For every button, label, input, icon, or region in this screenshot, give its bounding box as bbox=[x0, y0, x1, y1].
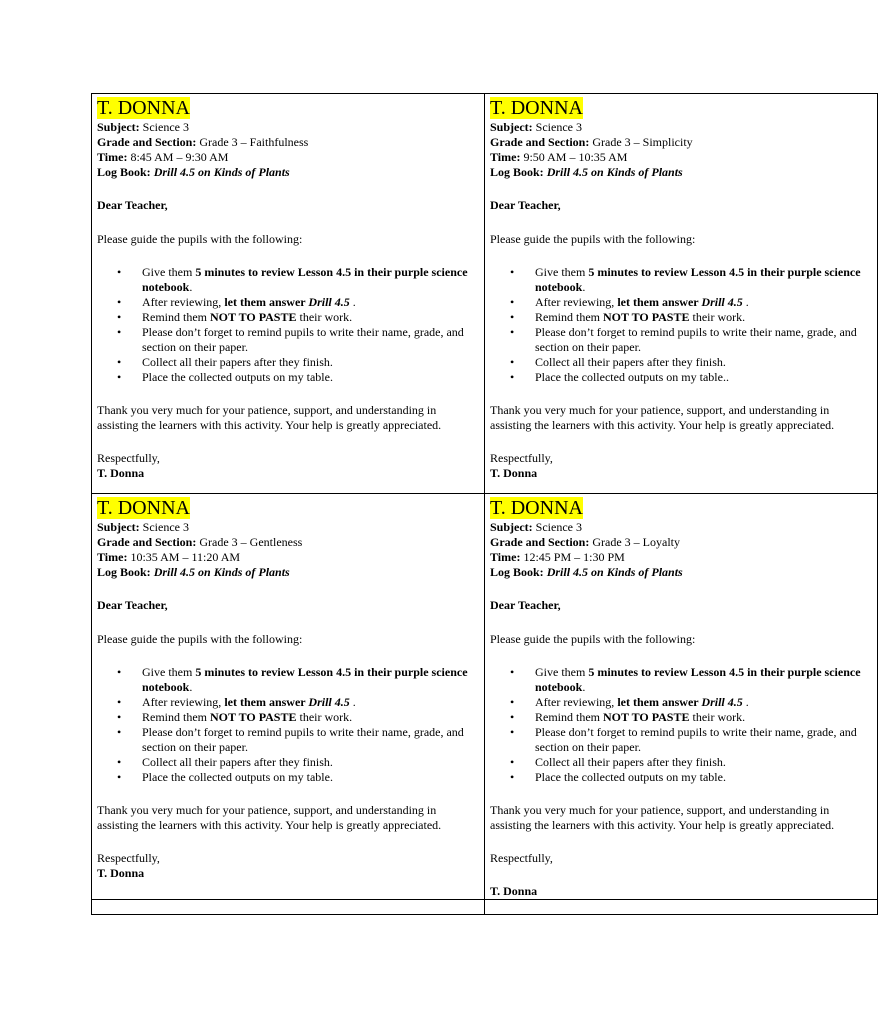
list-item bbox=[142, 265, 479, 295]
grade-section-line bbox=[490, 535, 872, 550]
teacher-name: T. DONNA bbox=[97, 497, 190, 519]
item-emphasis: NOT TO PASTE bbox=[603, 710, 690, 724]
grade-section-label: Grade and Section: bbox=[97, 135, 197, 149]
closing: Respectfully, bbox=[490, 851, 553, 865]
item-emphasis: let them answer bbox=[617, 695, 702, 709]
substitute-notes-table bbox=[91, 93, 878, 915]
log-book-label: Log Book: bbox=[97, 565, 151, 579]
note-card bbox=[92, 94, 485, 494]
list-item bbox=[535, 665, 872, 695]
greeting: Dear Teacher, bbox=[97, 598, 168, 612]
closing: Respectfully, bbox=[97, 451, 160, 465]
list-item: • Place the collected outputs on my table. bbox=[142, 370, 479, 385]
instructions-intro: Please guide the pupils with the following: bbox=[490, 232, 696, 246]
teacher-name: T. DONNA bbox=[490, 497, 583, 519]
time-line bbox=[490, 550, 872, 565]
item-emphasis-italic: Drill 4.5 bbox=[308, 695, 350, 709]
item-text: . bbox=[582, 280, 586, 294]
time-value: 9:50 AM – 10:35 AM bbox=[520, 150, 628, 164]
thank-you-paragraph: Thank you very much for your patience, support, and understanding in assisting the learners with this activity. Your help is greatly appreciated. bbox=[97, 803, 442, 832]
instruction-list bbox=[490, 265, 872, 385]
list-item: • Place the collected outputs on my table.. bbox=[535, 370, 872, 385]
grade-section-label: Grade and Section: bbox=[490, 135, 590, 149]
item-text: . bbox=[349, 695, 356, 709]
list-item: • Collect all their papers after they finish. bbox=[535, 755, 872, 770]
subject-label: Subject: bbox=[97, 520, 140, 534]
log-book-line bbox=[490, 565, 872, 580]
list-item bbox=[535, 310, 872, 325]
table-row bbox=[92, 494, 878, 900]
subject-value: Science 3 bbox=[532, 520, 582, 534]
subject-label: Subject: bbox=[97, 120, 140, 134]
list-item: • Place the collected outputs on my table. bbox=[535, 770, 872, 785]
grade-section-label: Grade and Section: bbox=[97, 535, 197, 549]
item-text: . bbox=[189, 680, 193, 694]
table-row-empty bbox=[92, 900, 878, 915]
instruction-list bbox=[490, 665, 872, 785]
list-item: • Please don’t forget to remind pupils to write their name, grade, and section on their paper. bbox=[142, 725, 479, 755]
log-book-value: Drill 4.5 on Kinds of Plants bbox=[543, 165, 683, 179]
teacher-name-heading bbox=[490, 496, 872, 520]
empty-cell bbox=[485, 900, 878, 915]
time-label: Time: bbox=[97, 550, 128, 564]
log-book-line bbox=[97, 565, 479, 580]
grade-section-line bbox=[97, 135, 479, 150]
list-item bbox=[535, 295, 872, 310]
list-item: • Place the collected outputs on my table. bbox=[142, 770, 479, 785]
time-value: 8:45 AM – 9:30 AM bbox=[127, 150, 229, 164]
teacher-name: T. DONNA bbox=[97, 97, 190, 119]
note-card bbox=[485, 94, 878, 494]
item-emphasis: let them answer bbox=[224, 295, 309, 309]
grade-section-value: Grade 3 – Faithfulness bbox=[196, 135, 309, 149]
item-text: . bbox=[582, 680, 586, 694]
item-text: Remind them bbox=[535, 710, 603, 724]
time-label: Time: bbox=[490, 150, 521, 164]
item-emphasis: let them answer bbox=[224, 695, 309, 709]
list-item: • Collect all their papers after they finish. bbox=[142, 755, 479, 770]
item-text: Give them bbox=[142, 665, 196, 679]
subject-line bbox=[97, 520, 479, 535]
item-text: Give them bbox=[535, 265, 589, 279]
list-item bbox=[142, 695, 479, 710]
item-text: After reviewing, bbox=[535, 695, 618, 709]
grade-section-line bbox=[490, 135, 872, 150]
closing: Respectfully, bbox=[97, 851, 160, 865]
item-text: After reviewing, bbox=[535, 295, 618, 309]
list-item: • Please don’t forget to remind pupils to write their name, grade, and section on their paper. bbox=[535, 725, 872, 755]
item-text: Remind them bbox=[142, 710, 210, 724]
item-text: Remind them bbox=[535, 310, 603, 324]
item-text: After reviewing, bbox=[142, 695, 225, 709]
item-emphasis: NOT TO PASTE bbox=[210, 310, 297, 324]
instruction-list bbox=[97, 665, 479, 785]
log-book-value: Drill 4.5 on Kinds of Plants bbox=[150, 565, 290, 579]
instructions-intro: Please guide the pupils with the following: bbox=[97, 632, 303, 646]
item-emphasis: 5 minutes to review Lesson 4.5 in their purple science notebook bbox=[142, 265, 468, 294]
subject-label: Subject: bbox=[490, 520, 533, 534]
item-text: . bbox=[349, 295, 356, 309]
thank-you-paragraph: Thank you very much for your patience, support, and understanding in assisting the learners with this activity. Your help is greatly appreciated. bbox=[490, 803, 835, 832]
subject-value: Science 3 bbox=[532, 120, 582, 134]
subject-value: Science 3 bbox=[139, 120, 189, 134]
instructions-intro: Please guide the pupils with the following: bbox=[97, 232, 303, 246]
item-emphasis: let them answer bbox=[617, 295, 702, 309]
item-emphasis: 5 minutes to review Lesson 4.5 in their purple science notebook bbox=[535, 665, 861, 694]
signature: T. Donna bbox=[97, 866, 145, 880]
grade-section-line bbox=[97, 535, 479, 550]
grade-section-value: Grade 3 – Gentleness bbox=[196, 535, 303, 549]
log-book-line bbox=[490, 165, 872, 180]
thank-you-paragraph: Thank you very much for your patience, support, and understanding in assisting the learners with this activity. Your help is greatly appreciated. bbox=[490, 403, 835, 432]
item-text: their work. bbox=[689, 710, 746, 724]
note-card bbox=[485, 494, 878, 900]
teacher-name-heading bbox=[97, 496, 479, 520]
list-item: • Please don’t forget to remind pupils to write their name, grade, and section on their paper. bbox=[535, 325, 872, 355]
list-item bbox=[535, 695, 872, 710]
teacher-name-heading bbox=[490, 96, 872, 120]
greeting: Dear Teacher, bbox=[97, 198, 168, 212]
log-book-value: Drill 4.5 on Kinds of Plants bbox=[150, 165, 290, 179]
log-book-label: Log Book: bbox=[97, 165, 151, 179]
item-emphasis: NOT TO PASTE bbox=[603, 310, 690, 324]
list-item bbox=[142, 710, 479, 725]
item-text: . bbox=[742, 695, 749, 709]
list-item bbox=[535, 710, 872, 725]
item-text: their work. bbox=[296, 710, 353, 724]
list-item: • Collect all their papers after they finish. bbox=[142, 355, 479, 370]
item-text: . bbox=[189, 280, 193, 294]
grade-section-value: Grade 3 – Simplicity bbox=[589, 135, 693, 149]
subject-label: Subject: bbox=[490, 120, 533, 134]
item-emphasis-italic: Drill 4.5 bbox=[701, 695, 743, 709]
grade-section-label: Grade and Section: bbox=[490, 535, 590, 549]
item-emphasis: 5 minutes to review Lesson 4.5 in their purple science notebook bbox=[142, 665, 468, 694]
item-text: . bbox=[742, 295, 749, 309]
greeting: Dear Teacher, bbox=[490, 198, 561, 212]
signature: T. Donna bbox=[490, 466, 538, 480]
time-value: 10:35 AM – 11:20 AM bbox=[127, 550, 241, 564]
item-text: Give them bbox=[535, 665, 589, 679]
subject-line bbox=[490, 120, 872, 135]
instructions-intro: Please guide the pupils with the following: bbox=[490, 632, 696, 646]
item-text: their work. bbox=[689, 310, 746, 324]
subject-line bbox=[490, 520, 872, 535]
item-emphasis: 5 minutes to review Lesson 4.5 in their purple science notebook bbox=[535, 265, 861, 294]
list-item bbox=[142, 310, 479, 325]
item-emphasis-italic: Drill 4.5 bbox=[308, 295, 350, 309]
empty-cell bbox=[92, 900, 485, 915]
item-text: Give them bbox=[142, 265, 196, 279]
item-emphasis: NOT TO PASTE bbox=[210, 710, 297, 724]
list-item bbox=[535, 265, 872, 295]
item-text: their work. bbox=[296, 310, 353, 324]
time-line bbox=[97, 550, 479, 565]
item-emphasis-italic: Drill 4.5 bbox=[701, 295, 743, 309]
subject-line bbox=[97, 120, 479, 135]
greeting: Dear Teacher, bbox=[490, 598, 561, 612]
teacher-name-heading bbox=[97, 96, 479, 120]
list-item: • Collect all their papers after they finish. bbox=[535, 355, 872, 370]
signature: T. Donna bbox=[490, 884, 538, 898]
instruction-list bbox=[97, 265, 479, 385]
time-line bbox=[97, 150, 479, 165]
thank-you-paragraph: Thank you very much for your patience, support, and understanding in assisting the learners with this activity. Your help is greatly appreciated. bbox=[97, 403, 442, 432]
time-label: Time: bbox=[490, 550, 521, 564]
note-card bbox=[92, 494, 485, 900]
time-line bbox=[490, 150, 872, 165]
item-text: Remind them bbox=[142, 310, 210, 324]
subject-value: Science 3 bbox=[139, 520, 189, 534]
item-text: After reviewing, bbox=[142, 295, 225, 309]
teacher-name: T. DONNA bbox=[490, 97, 583, 119]
log-book-label: Log Book: bbox=[490, 165, 544, 179]
time-value: 12:45 PM – 1:30 PM bbox=[520, 550, 625, 564]
table-row bbox=[92, 94, 878, 494]
grade-section-value: Grade 3 – Loyalty bbox=[589, 535, 680, 549]
list-item: • Please don’t forget to remind pupils to write their name, grade, and section on their paper. bbox=[142, 325, 479, 355]
signature: T. Donna bbox=[97, 466, 145, 480]
log-book-line bbox=[97, 165, 479, 180]
list-item bbox=[142, 665, 479, 695]
log-book-value: Drill 4.5 on Kinds of Plants bbox=[543, 565, 683, 579]
closing: Respectfully, bbox=[490, 451, 553, 465]
time-label: Time: bbox=[97, 150, 128, 164]
list-item bbox=[142, 295, 479, 310]
log-book-label: Log Book: bbox=[490, 565, 544, 579]
